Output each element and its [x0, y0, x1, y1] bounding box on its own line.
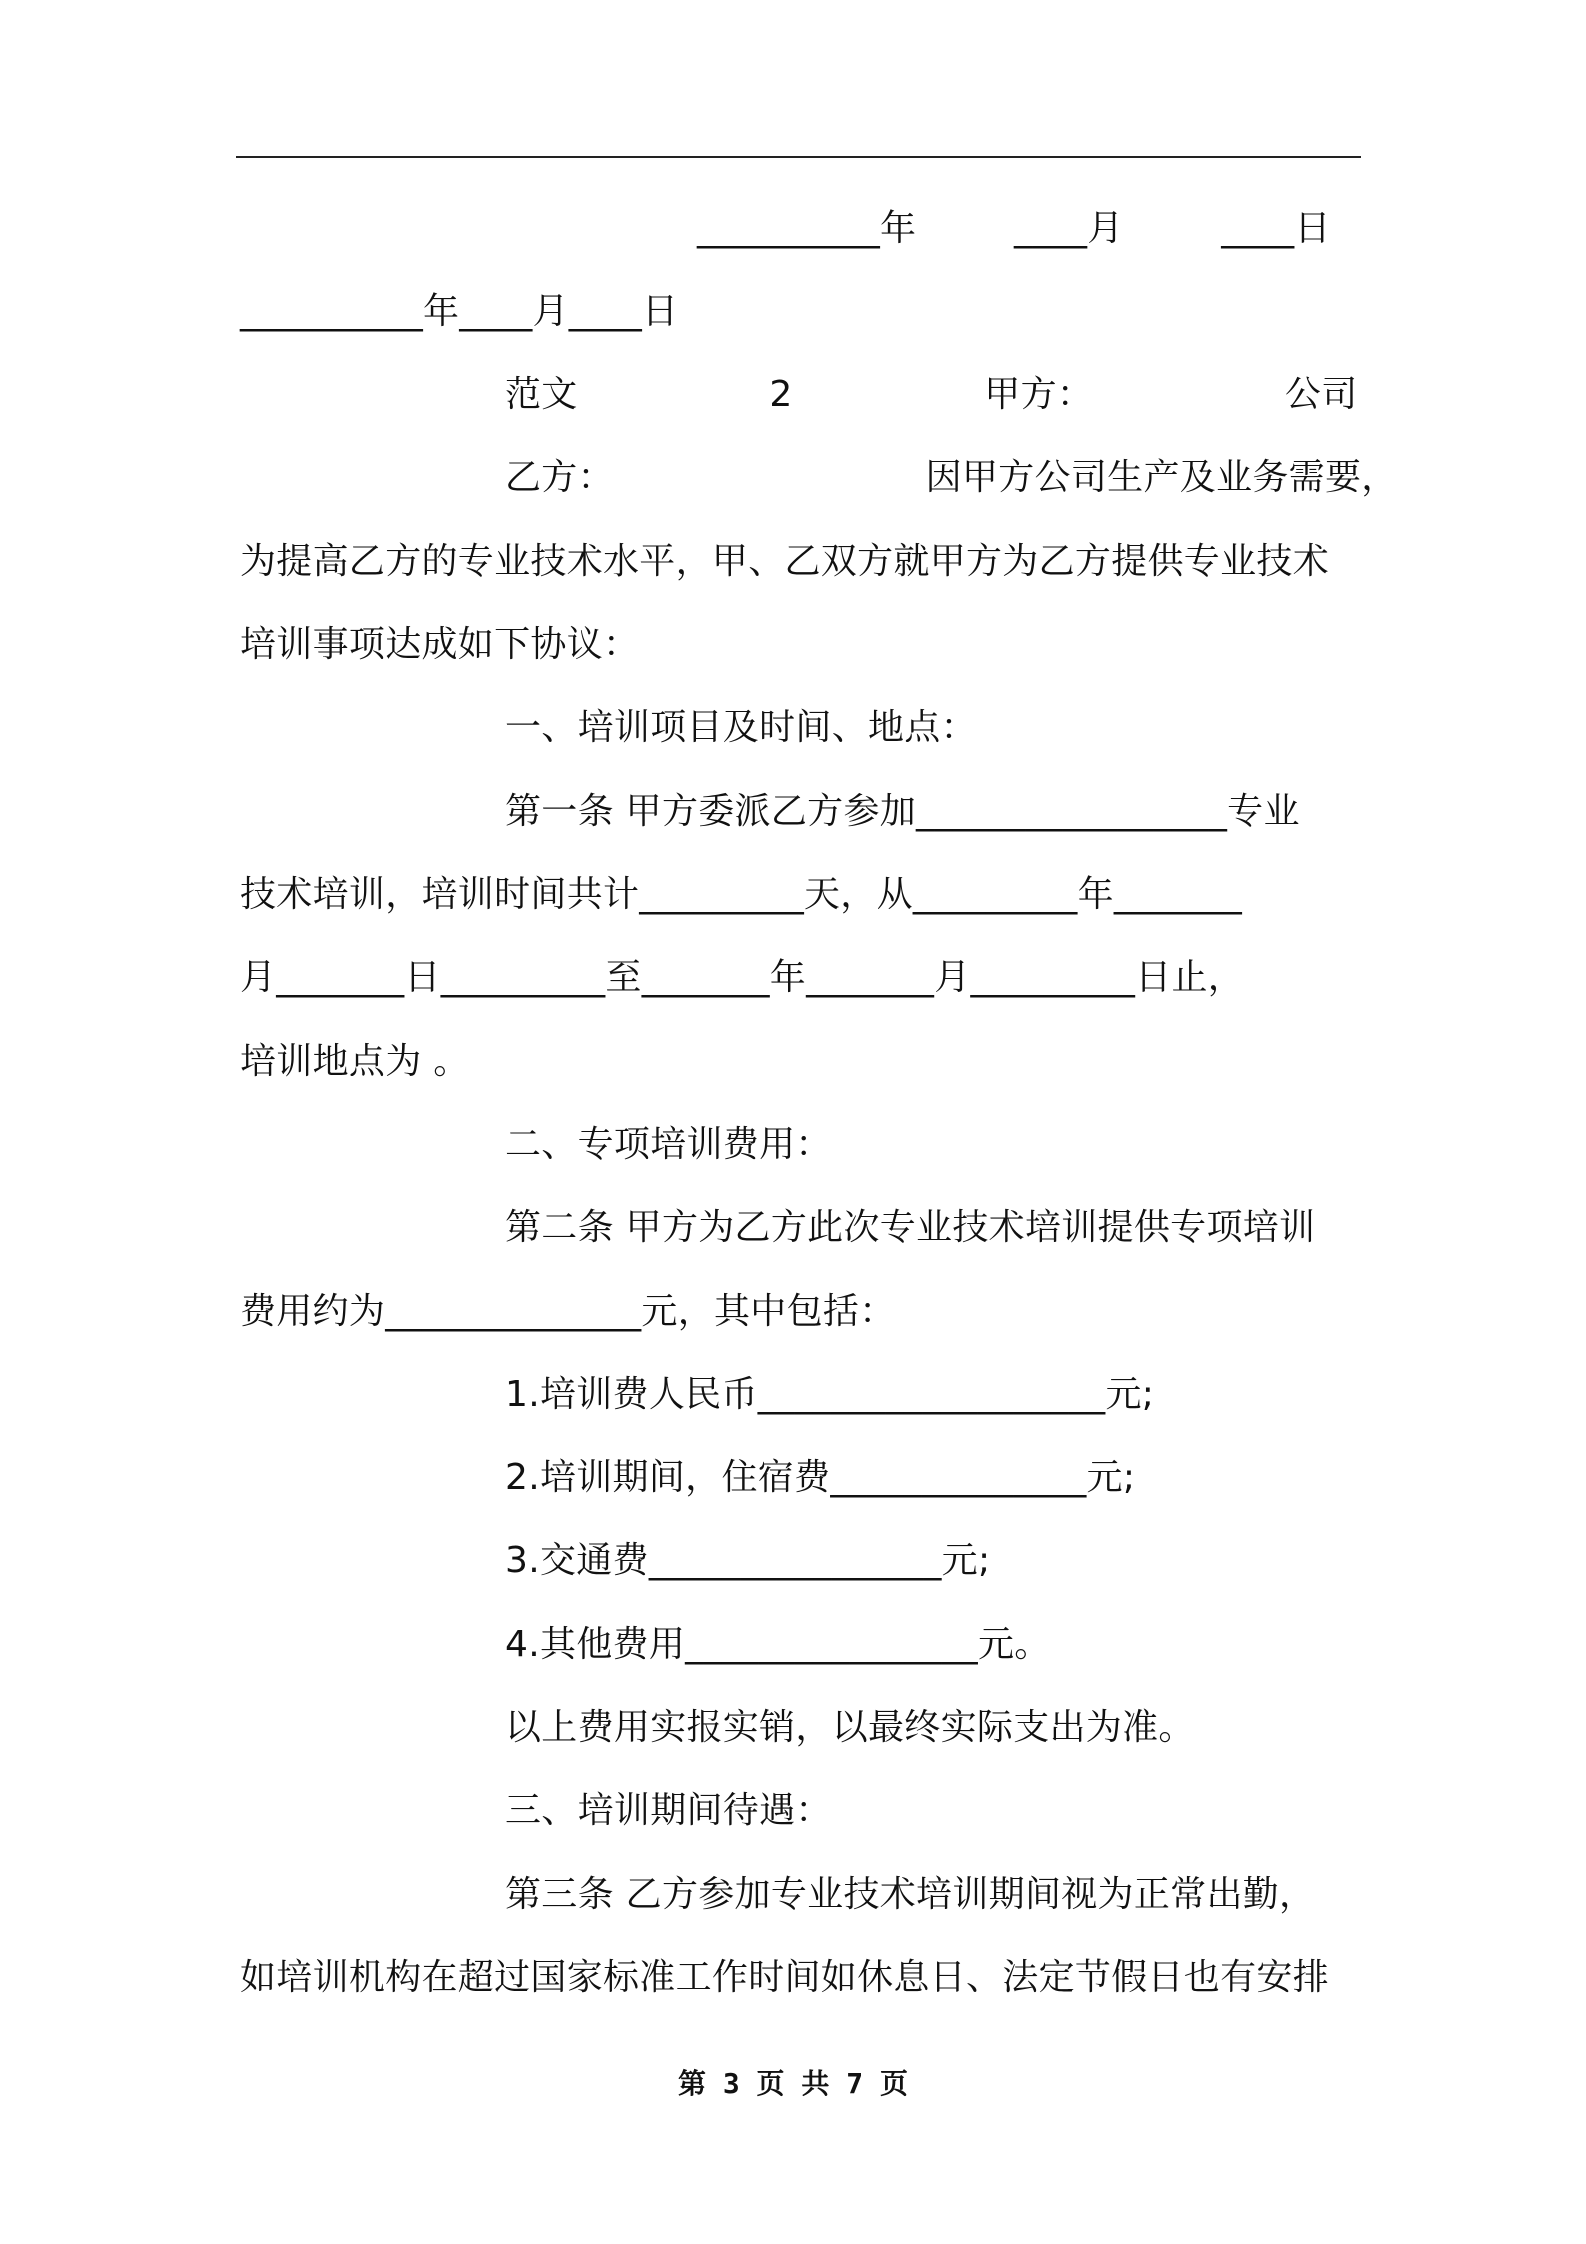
section-heading-1: 一、培训项目及时间、地点： [505, 707, 977, 748]
paragraph-line: 培训地点为 。 [240, 1041, 470, 1082]
section-heading-2: 二、专项培训费用： [505, 1124, 832, 1165]
fee-item-4: 4.其他费用________________元。 [505, 1624, 1051, 1665]
paragraph-line: 培训事项达成如下协议： [240, 624, 640, 665]
fee-item-1: 1.培训费人民币___________________元; [505, 1374, 1155, 1415]
page-number-footer: 第 3 页 共 7 页 [677, 2067, 908, 2100]
paragraph-line: 技术培训，培训时间共计_________天，从_________年_______ [240, 874, 1242, 915]
article-1-line: 第一条 甲方委派乙方参加_________________专业 [505, 791, 1300, 832]
fee-note-line: 以上费用实报实销，以最终实际支出为准。 [505, 1707, 1195, 1748]
header-rule [236, 156, 1361, 158]
fee-item-2: 2.培训期间，住宿费______________元; [505, 1457, 1136, 1498]
paragraph-line: 月_______日_________至_______年_______月_________日止， [240, 957, 1245, 998]
sample-heading-line: 范文 2 甲方： 公司 [505, 374, 1358, 415]
paragraph-line: 如培训机构在超过国家标准工作时间如休息日、法定节假日也有安排 [240, 1957, 1330, 1998]
paragraph-line: 费用约为______________元，其中包括： [240, 1291, 896, 1332]
paragraph-line: 为提高乙方的专业技术水平，甲、乙双方就甲方为乙方提供专业技术 [240, 541, 1330, 582]
article-3-line: 第三条 乙方参加专业技术培训期间视为正常出勤， [505, 1874, 1316, 1915]
party-b-line: 乙方： 因甲方公司生产及业务需要， [505, 457, 1398, 498]
date-line-1: __________年 ____月 ____日 [697, 208, 1331, 249]
fee-item-3: 3.交通费________________元; [505, 1540, 991, 1581]
article-2-line: 第二条 甲方为乙方此次专业技术培训提供专项培训 [505, 1207, 1316, 1248]
date-line-2: __________年____月____日 [240, 291, 679, 332]
section-heading-3: 三、培训期间待遇： [505, 1790, 832, 1831]
